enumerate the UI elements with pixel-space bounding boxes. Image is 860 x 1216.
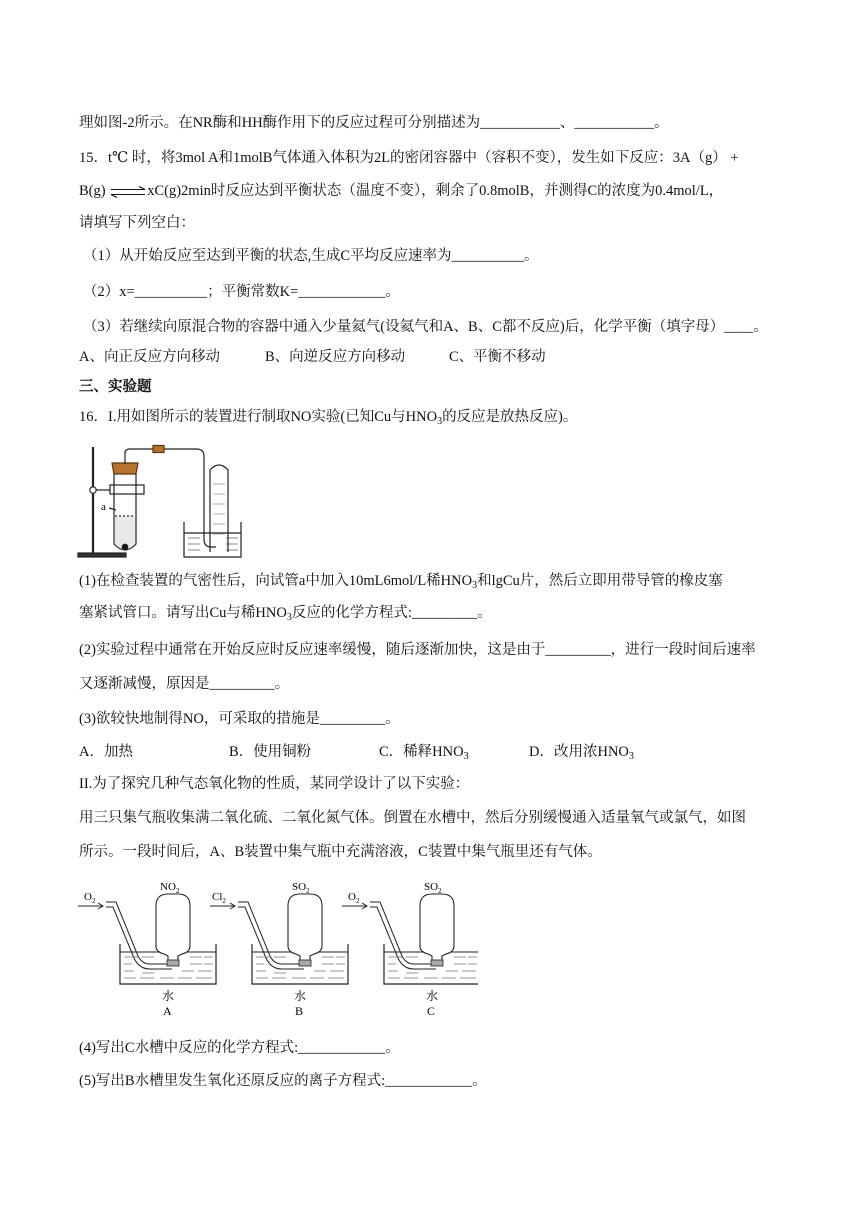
svg-text:O2: $O_2$ [348,891,360,905]
q15-part3: （3）若继续向原混合物的容器中通入少量氦气(设氦气和A、B、C都不反应)后，化学平衡（填字母）____。 [83,319,768,335]
svg-text:O2: $O_2$ [84,891,96,905]
q15-line1: 15．t℃ 时，将3mol A和1molB气体通入体积为2L的密闭容器中（容积不变），发生如下反应：3A（g） + [79,150,739,166]
svg-text:SO2: $SO_2$ [424,881,442,895]
q16-s2-line2: 又逐渐减慢，原因是_________。 [79,676,290,692]
q16-option-d: D．改用浓$HNO_3$ [529,744,634,762]
prev-question-tail: 理如图-2所示。在NR酶和HH酶作用下的反应过程可分别描述为___________、___________。 [79,115,669,131]
gas-bottles-figure [78,876,478,1018]
q15-options [79,347,779,367]
svg-text:水: 水 [294,989,307,1003]
q16-s1-line2: 塞紧试管口。请写出Cu与稀$HNO_3$反应的化学方程式:_________。 [79,605,492,623]
q16-s3: (3)欲较快地制得NO，可采取的措施是_________。 [79,711,400,727]
q16-ii-line3: 所示。一段时间后，A、B装置中集气瓶中充满溶液，C装置中集气瓶里还有气体。 [79,844,602,860]
q16-s2-line1: (2)实验过程中通常在开始反应时反应速率缓慢，随后逐渐加快，这是由于_________，进行一段时间后速率 [79,642,756,658]
q15-part1: （1）从开始反应至达到平衡的状态,生成C平均反应速率为__________。 [83,248,539,264]
q15-option-a: A、向正反应方向移动 [79,349,220,365]
svg-text:C: C [427,1004,436,1018]
q15-option-b: B、向逆反应方向移动 [265,349,406,365]
q16-ii-line1: II.为了探究几种气态氧化物的性质，某同学设计了以下实验： [79,776,470,792]
q15-part2: （2）x=__________；平衡常数K=____________。 [83,284,400,300]
svg-text:水: 水 [426,989,439,1003]
setup-a [78,881,216,1018]
q15-line2: B(g) xC(g)2min时反应达到平衡状态（温度不变），剩余了0.8molB，并测得C的浓度为0.4mol/L， [79,183,724,199]
q15-line3: 请填写下列空白： [79,215,195,231]
q16-s4: (4)写出C水槽中反应的化学方程式:____________。 [79,1040,400,1056]
setup-b [210,881,348,1018]
no-apparatus-figure [76,444,246,560]
q16-option-b: B．使用铜粉 [229,744,312,760]
svg-text:NO2: $NO_2$ [160,881,180,895]
section-heading: 三、实验题 [79,379,152,395]
svg-text:A: A [163,1004,172,1018]
q16-options [79,742,779,762]
q15-option-c: C、平衡不移动 [449,349,546,365]
svg-text:水: 水 [162,989,175,1003]
q16-s1-line1: (1)在检查装置的气密性后，向试管a中加入10mL6mol/L稀$HNO_3$和lgCu片，然后立即用带导管的橡皮塞 [79,573,723,591]
tube-label-a: a [101,501,106,513]
setup-c [342,881,478,1018]
q16-intro: 16．I.用如图所示的装置进行制取NO实验(已知Cu与$HNO_3$的反应是放热反应)。 [79,409,578,427]
svg-text:Cl2: $Cl_2$ [212,891,226,905]
svg-text:B: B [295,1004,304,1018]
equilibrium-arrow-icon [109,186,147,198]
q16-option-c: C．稀释$HNO_3$ [379,744,469,762]
q16-option-a: A．加热 [79,744,133,760]
q16-ii-line2: 用三只集气瓶收集满二氧化硫、二氧化氮气体。倒置在水槽中，然后分别缓慢通入适量氧气或氯气，如图 [79,810,746,826]
svg-text:SO2: $SO_2$ [292,881,310,895]
q16-s5: (5)写出B水槽里发生氧化还原反应的离子方程式:____________。 [79,1073,487,1089]
